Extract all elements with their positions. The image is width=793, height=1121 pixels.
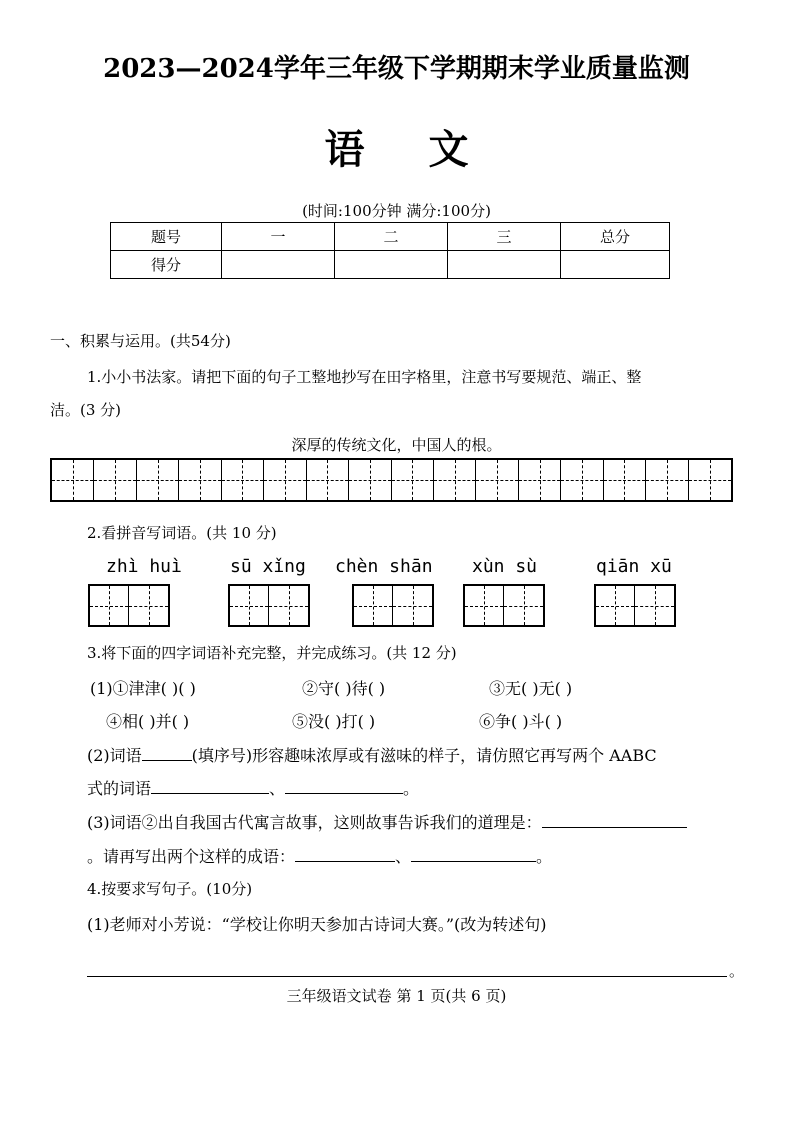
- exam-meta: (时间:100分钟 满分:100分): [302, 202, 491, 220]
- q3-idiom-blank-1[interactable]: [295, 861, 395, 862]
- q2-answer-grid[interactable]: [228, 584, 310, 627]
- q2-answer-grid[interactable]: [594, 584, 676, 627]
- score-header-cell: 三: [448, 223, 561, 251]
- q3-part2-line1: [87, 743, 657, 766]
- tianzige-cell[interactable]: [307, 460, 349, 500]
- tianzige-cell[interactable]: [646, 460, 688, 500]
- q3-idiom-6[interactable]: ⑥争( )斗( ): [479, 712, 563, 731]
- q3-title: 3.将下面的四字词语补充完整，并完成练习。(共 12 分): [87, 644, 457, 662]
- tianzige-cell[interactable]: [689, 460, 731, 500]
- q1-writing-grid[interactable]: [50, 458, 733, 502]
- tianzige-cell[interactable]: [476, 460, 518, 500]
- q3-part2-prefix: (2)词语: [87, 746, 142, 765]
- tianzige-cell[interactable]: [604, 460, 646, 500]
- score-header-cell: 总分: [561, 223, 670, 251]
- q1-instruction-line1: 1.小小书法家。请把下面的句子工整地抄写在田字格里，注意书写要规范、端正、整: [87, 368, 642, 386]
- q3-end-mark: 。: [403, 779, 420, 798]
- q3-idiom-2[interactable]: ②守( )待( ): [302, 679, 386, 698]
- score-table: [110, 222, 670, 279]
- tianzige-cell[interactable]: [52, 460, 94, 500]
- tianzige-cell[interactable]: [596, 586, 635, 625]
- pinyin-1: zhì huì: [106, 556, 182, 577]
- q3-separator: 、: [395, 847, 412, 866]
- tianzige-cell[interactable]: [129, 586, 168, 625]
- q3-part2-line2: [87, 776, 419, 799]
- score-header-cell: 题号: [111, 223, 222, 251]
- score-table-header-row: [111, 223, 670, 251]
- tianzige-cell[interactable]: [354, 586, 393, 625]
- tianzige-cell[interactable]: [264, 460, 306, 500]
- q3-part3-text: (3)词语②出自我国古代寓言故事，这则故事告诉我们的道理是：: [87, 813, 542, 832]
- q2-answer-grid[interactable]: [88, 584, 170, 627]
- q3-separator: 、: [269, 779, 286, 798]
- score-cell[interactable]: [561, 251, 670, 279]
- tianzige-cell[interactable]: [465, 586, 504, 625]
- score-header-cell: 二: [335, 223, 448, 251]
- q3-word-blank-2[interactable]: [285, 793, 403, 794]
- q3-idiom-5[interactable]: ⑤没( )打( ): [292, 712, 376, 731]
- tianzige-cell[interactable]: [222, 460, 264, 500]
- q4-answer-line[interactable]: [87, 976, 727, 977]
- tianzige-cell[interactable]: [137, 460, 179, 500]
- q2-answer-grid[interactable]: [352, 584, 434, 627]
- pinyin-5: qiān xū: [596, 556, 672, 577]
- score-cell[interactable]: [222, 251, 335, 279]
- q3-part3-line2: [87, 844, 552, 867]
- q1-instruction-line2: 洁。(3 分): [50, 401, 122, 419]
- tianzige-cell[interactable]: [504, 586, 543, 625]
- tianzige-cell[interactable]: [561, 460, 603, 500]
- tianzige-cell[interactable]: [90, 586, 129, 625]
- q3-idiom-4[interactable]: ④相( )并( ): [106, 712, 190, 731]
- pinyin-2: sū xǐng: [230, 556, 306, 577]
- q1-sentence: 深厚的传统文化，中国人的根。: [291, 436, 502, 454]
- q3-part2-number-blank[interactable]: [142, 760, 192, 761]
- q3-part3-text2: 。请再写出两个这样的成语：: [87, 847, 296, 866]
- tianzige-cell[interactable]: [434, 460, 476, 500]
- q4-end-mark: 。: [729, 962, 745, 980]
- tianzige-cell[interactable]: [392, 460, 434, 500]
- pinyin-4: xùn sù: [472, 556, 538, 577]
- score-header-cell: 一: [222, 223, 335, 251]
- score-cell[interactable]: [448, 251, 561, 279]
- tianzige-cell[interactable]: [269, 586, 308, 625]
- score-cell[interactable]: [335, 251, 448, 279]
- tianzige-cell[interactable]: [519, 460, 561, 500]
- subject-title: 语文: [324, 126, 533, 173]
- score-table-score-row: [111, 251, 670, 279]
- q2-title: 2.看拼音写词语。(共 10 分): [87, 524, 277, 542]
- score-row-label: 得分: [111, 251, 222, 279]
- tianzige-cell[interactable]: [349, 460, 391, 500]
- q3-idiom-3[interactable]: ③无( )无( ): [489, 679, 573, 698]
- q4-part1: (1)老师对小芳说：“学校让你明天参加古诗词大赛。”(改为转述句): [87, 915, 547, 934]
- q4-title: 4.按要求写句子。(10分): [87, 880, 253, 898]
- pinyin-3: chèn shān: [335, 556, 433, 577]
- tianzige-cell[interactable]: [179, 460, 221, 500]
- page-footer: 三年级语文试卷 第 1 页(共 6 页): [286, 987, 507, 1005]
- exam-title: 2023—2024学年三年级下学期期末学业质量监测: [103, 54, 690, 84]
- section1-title: 一、积累与运用。(共54分): [50, 332, 231, 350]
- q3-part3-line1: [87, 810, 687, 833]
- q3-word-blank-1[interactable]: [151, 793, 269, 794]
- q3-part2-prefix2: 式的词语: [87, 779, 152, 798]
- q3-lesson-blank[interactable]: [542, 827, 687, 828]
- q3-end-mark: 。: [536, 847, 553, 866]
- q2-answer-grid[interactable]: [463, 584, 545, 627]
- tianzige-cell[interactable]: [393, 586, 432, 625]
- tianzige-cell[interactable]: [94, 460, 136, 500]
- q3-idiom-blank-2[interactable]: [411, 861, 536, 862]
- q3-idiom-1[interactable]: (1)①津津( )( ): [90, 679, 196, 698]
- tianzige-cell[interactable]: [635, 586, 674, 625]
- tianzige-cell[interactable]: [230, 586, 269, 625]
- q3-part2-text: (填序号)形容趣味浓厚或有滋味的样子，请仿照它再写两个 AABC: [191, 746, 657, 765]
